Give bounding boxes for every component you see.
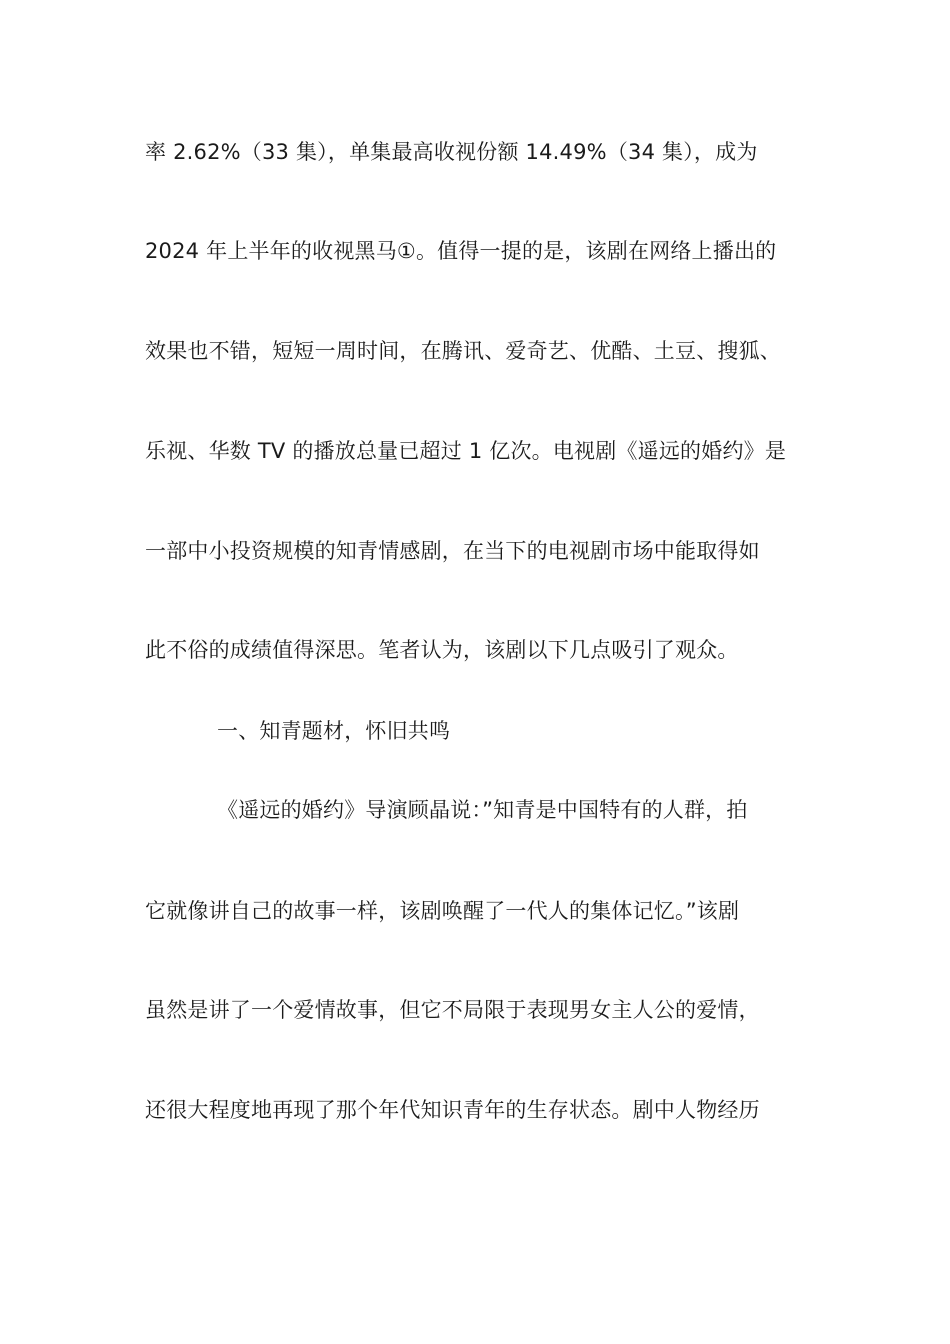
paragraph-line: 乐视、华数 TV 的播放总量已超过 1 亿次。电视剧《遥远的婚约》是	[145, 439, 787, 463]
paragraph-line: 一部中小投资规模的知青情感剧，在当下的电视剧市场中能取得如	[145, 539, 760, 563]
paragraph-line: 还很大程度地再现了那个年代知识青年的生存状态。剧中人物经历	[145, 1098, 760, 1122]
paragraph-line: 它就像讲自己的故事一样，该剧唤醒了一代人的集体记忆。”该剧	[145, 899, 740, 923]
paragraph-line: 效果也不错，短短一周时间，在腾讯、爱奇艺、优酷、土豆、搜狐、	[145, 339, 781, 363]
paragraph-line: 《遥远的婚约》导演顾晶说：”知青是中国特有的人群，拍	[217, 798, 748, 822]
paragraph-line: 虽然是讲了一个爱情故事，但它不局限于表现男女主人公的爱情，	[145, 998, 760, 1022]
section-heading: 一、知青题材，怀旧共鸣	[217, 719, 451, 743]
paragraph-line: 2024 年上半年的收视黑马①。值得一提的是，该剧在网络上播出的	[145, 239, 777, 263]
paragraph-line: 率 2.62%（33 集），单集最高收视份额 14.49%（34 集），成为	[145, 140, 758, 164]
paragraph-line: 此不俗的成绩值得深思。笔者认为，该剧以下几点吸引了观众。	[145, 638, 739, 662]
